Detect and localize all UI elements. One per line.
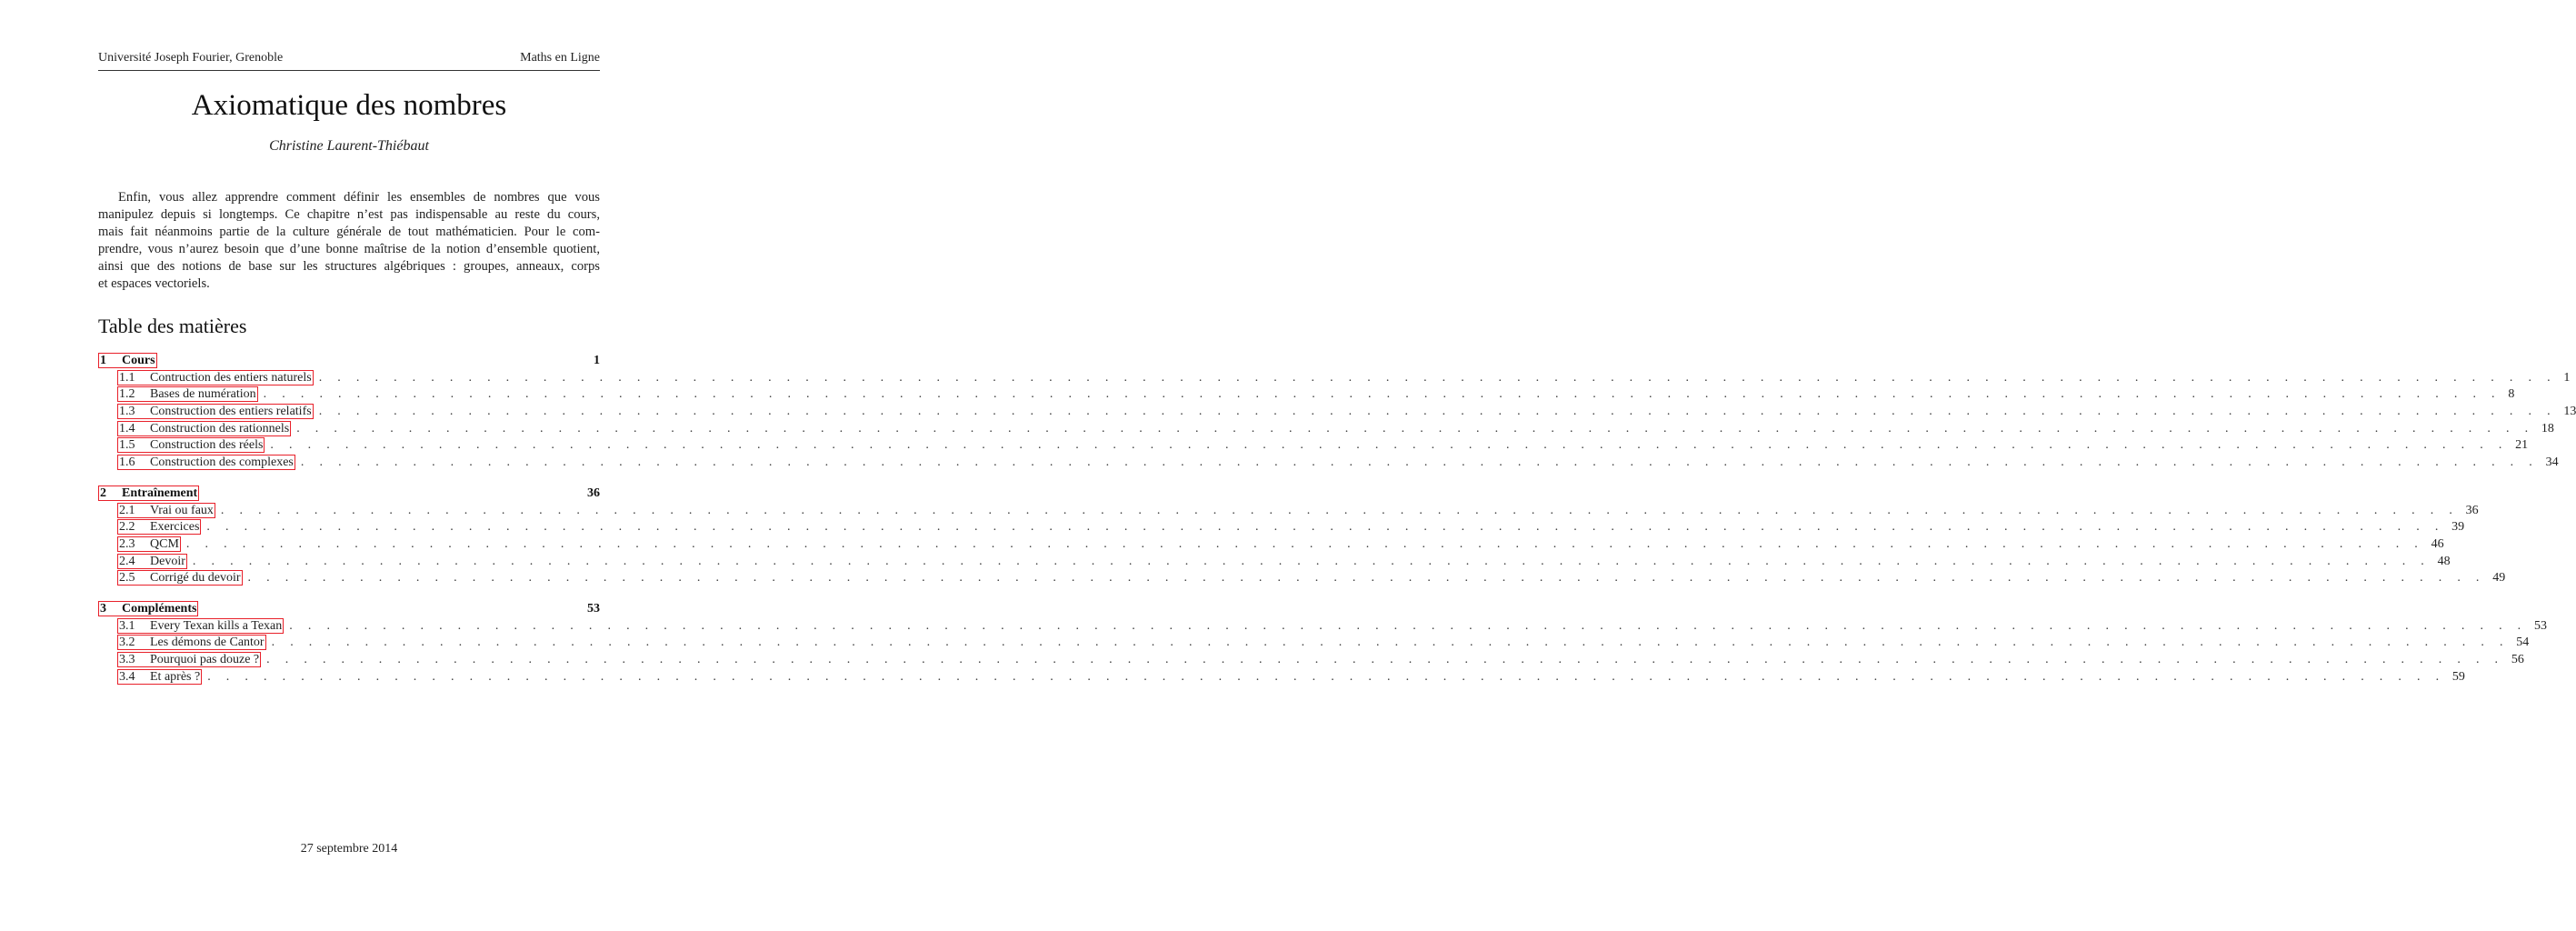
document-title: Axiomatique des nombres — [191, 89, 507, 122]
header-rule — [98, 70, 600, 71]
toc-dot-leader: . . . . . . . . . . . . . . . . . . . . . . . . . . . . . . . . . . . . . . . . . . . . . . . . . . . . . . . . . . . . . . . . . . . . . . . . . . . . . . . . . . . . . . . . . . . . . . . . . . . . . . . . . . . . . . . . . . . . . . . . — [220, 503, 2459, 517]
header-collection: Maths en Ligne — [520, 51, 600, 65]
toc-dot-leader: . . . . . . . . . . . . . . . . . . . . . . . . . . . . . . . . . . . . . . . . . . . . . . . . . . . . . . . . . . . . . . . . . . . . . . . . . . . . . . . . . . . . . . . . . . . . . . . . . . . . . . . . . . . . . . . . . . . . . . . . — [271, 636, 2510, 650]
toc-subsection-page: 18 — [2541, 421, 2554, 435]
toc-subsection-link[interactable] — [117, 519, 201, 535]
toc-subsection-title: Construction des réels — [150, 438, 264, 453]
toc-subsection-number: 1.2 — [119, 387, 135, 402]
toc-section-number: 3 — [100, 601, 106, 616]
toc-subsection-title: Contruction des entiers naturels — [150, 370, 312, 385]
toc-subsection-link[interactable] — [117, 404, 314, 419]
header-university: Université Joseph Fourier, Grenoble — [98, 51, 284, 65]
toc-section-title: Cours — [122, 354, 155, 367]
toc-section-number: 2 — [100, 486, 106, 500]
toc-subsection-page: 59 — [2451, 669, 2465, 684]
toc-subsection-title: Construction des entiers relatifs — [150, 405, 312, 419]
toc-subsection-page: 49 — [2492, 571, 2506, 586]
toc-section — [98, 353, 2576, 472]
toc-subsection-link[interactable] — [117, 618, 284, 634]
toc-subsection-number: 3.3 — [119, 653, 135, 666]
abstract-line: ainsi que des notions de base sur les structures algébriques : groupes, anneaux, corps — [98, 259, 600, 274]
toc-subsection-title: QCM — [150, 536, 179, 551]
toc-section-row — [98, 486, 600, 503]
toc-section-number: 1 — [100, 354, 106, 367]
toc-subsection-link[interactable] — [117, 635, 266, 650]
toc-dot-leader: . . . . . . . . . . . . . . . . . . . . . . . . . . . . . . . . . . . . . . . . . . . . . . . . . . . . . . . . . . . . . . . . . . . . . . . . . . . . . . . . . . . . . . . . . . . . . . . . . . . . . . . . . . . . . . . . . . . . . . . . — [263, 387, 2501, 402]
abstract-line: et espaces vectoriels. — [98, 276, 210, 291]
toc-subsection-link[interactable] — [117, 503, 215, 518]
toc-subsection-page: 36 — [2465, 503, 2479, 517]
toc-subsection-title: Construction des rationnels — [150, 421, 290, 435]
toc-subsection-page: 53 — [2533, 618, 2547, 633]
toc-subsection-row — [98, 536, 2444, 554]
toc-subsection-link[interactable] — [117, 536, 181, 552]
toc-subsection-row — [98, 386, 2515, 404]
toc-subsection-title: Exercices — [150, 520, 200, 535]
toc-subsection-number: 2.5 — [119, 571, 135, 586]
toc-subsection-page: 8 — [2508, 387, 2515, 402]
document-author: Christine Laurent-Thiébaut — [269, 138, 429, 154]
toc-section-page: 1 — [594, 354, 600, 367]
toc-subsection-number: 2.4 — [119, 554, 135, 568]
document-date: 27 septembre 2014 — [300, 842, 398, 856]
toc-dot-leader: . . . . . . . . . . . . . . . . . . . . . . . . . . . . . . . . . . . . . . . . . . . . . . . . . . . . . . . . . . . . . . . . . . . . . . . . . . . . . . . . . . . . . . . . . . . . . . . . . . . . . . . . . . . . . . . . . . . . . . . . — [318, 405, 2557, 419]
toc-section — [98, 601, 2547, 686]
toc-subsection-row — [98, 669, 2465, 686]
toc-subsection-number: 2.3 — [119, 536, 135, 551]
toc-section-page: 53 — [587, 601, 600, 616]
toc-subsection-number: 1.5 — [119, 438, 135, 453]
toc-dot-leader: . . . . . . . . . . . . . . . . . . . . . . . . . . . . . . . . . . . . . . . . . . . . . . . . . . . . . . . . . . . . . . . . . . . . . . . . . . . . . . . . . . . . . . . . . . . . . . . . . . . . . . . . . . . . . . . . . . . . . . . . — [207, 669, 2445, 684]
toc-subsection-link[interactable] — [117, 386, 258, 402]
toc-dot-leader: . . . . . . . . . . . . . . . . . . . . . . . . . . . . . . . . . . . . . . . . . . . . . . . . . . . . . . . . . . . . . . . . . . . . . . . . . . . . . . . . . . . . . . . . . . . . . . . . . . . . . . . . . . . . . . . . . . . . . . . . — [185, 536, 2424, 551]
toc-subsection-link[interactable] — [117, 370, 314, 385]
toc-subsection-page: 48 — [2437, 554, 2451, 568]
toc-dot-leader: . . . . . . . . . . . . . . . . . . . . . . . . . . . . . . . . . . . . . . . . . . . . . . . . . . . . . . . . . . . . . . . . . . . . . . . . . . . . . . . . . . . . . . . . . . . . . . . . . . . . . . . . . . . . . . . . . . . . . . . . — [300, 455, 2539, 470]
toc-subsection-page: 1 — [2563, 370, 2571, 385]
running-header — [98, 51, 600, 65]
toc-subsection-title: Vrai ou faux — [150, 503, 214, 517]
toc-subsection-page: 54 — [2516, 636, 2530, 650]
toc-subsection-row — [98, 370, 2571, 387]
toc-subsection-link[interactable] — [117, 455, 295, 470]
toc-subsection-page: 13 — [2563, 405, 2576, 419]
toc-subsection-number: 3.1 — [119, 618, 135, 633]
toc-subsection-title: Corrigé du devoir — [150, 571, 241, 586]
toc-dot-leader: . . . . . . . . . . . . . . . . . . . . . . . . . . . . . . . . . . . . . . . . . . . . . . . . . . . . . . . . . . . . . . . . . . . . . . . . . . . . . . . . . . . . . . . . . . . . . . . . . . . . . . . . . . . . . . . . . . . . . . . . — [247, 571, 2486, 586]
toc-subsection-number: 2.1 — [119, 503, 135, 517]
toc-subsection-title: Every Texan kills a Texan — [150, 618, 283, 633]
toc-dot-leader: . . . . . . . . . . . . . . . . . . . . . . . . . . . . . . . . . . . . . . . . . . . . . . . . . . . . . . . . . . . . . . . . . . . . . . . . . . . . . . . . . . . . . . . . . . . . . . . . . . . . . . . . . . . . . . . . . . . . . . . . — [289, 618, 2527, 633]
toc-subsection-row — [98, 455, 2559, 472]
toc-subsection-title: Devoir — [150, 554, 185, 568]
toc-section-link[interactable] — [98, 601, 198, 616]
toc-heading: Table des matières — [98, 315, 247, 337]
toc-subsection-number: 2.2 — [119, 520, 135, 535]
toc-subsection-number: 3.2 — [119, 636, 135, 650]
toc-subsection-row — [98, 404, 2576, 421]
toc-subsection-row — [98, 421, 2554, 438]
toc-subsection-row — [98, 554, 2451, 571]
toc-subsection-link[interactable] — [117, 652, 261, 667]
toc-subsection-row — [98, 570, 2506, 587]
toc-dot-leader: . . . . . . . . . . . . . . . . . . . . . . . . . . . . . . . . . . . . . . . . . . . . . . . . . . . . . . . . . . . . . . . . . . . . . . . . . . . . . . . . . . . . . . . . . . . . . . . . . . . . . . . . . . . . . . . . . . . . . . . . — [266, 653, 2504, 666]
toc-subsection-title: Et après ? — [150, 669, 201, 684]
abstract-line: mais fait néanmoins partie de la culture générale de tout mathématicien. Pour le com- — [98, 225, 600, 239]
toc-section-link[interactable] — [98, 486, 199, 501]
toc-subsection-number: 1.1 — [119, 370, 135, 385]
toc-subsection-number: 1.3 — [119, 405, 135, 419]
toc-subsection-page: 34 — [2545, 455, 2559, 470]
toc-dot-leader: . . . . . . . . . . . . . . . . . . . . . . . . . . . . . . . . . . . . . . . . . . . . . . . . . . . . . . . . . . . . . . . . . . . . . . . . . . . . . . . . . . . . . . . . . . . . . . . . . . . . . . . . . . . . . . . . . . . . . . . . — [270, 438, 2509, 453]
abstract-line: manipulez depuis si longtemps. Ce chapitre n’est pas indispensable au reste du cours, — [98, 207, 600, 222]
toc-dot-leader: . . . . . . . . . . . . . . . . . . . . . . . . . . . . . . . . . . . . . . . . . . . . . . . . . . . . . . . . . . . . . . . . . . . . . . . . . . . . . . . . . . . . . . . . . . . . . . . . . . . . . . . . . . . . . . . . . . . . . . . . — [296, 421, 2534, 435]
table-of-contents — [98, 353, 2576, 699]
toc-subsection-page: 56 — [2511, 653, 2524, 666]
toc-subsection-page: 21 — [2515, 438, 2529, 453]
toc-dot-leader: . . . . . . . . . . . . . . . . . . . . . . . . . . . . . . . . . . . . . . . . . . . . . . . . . . . . . . . . . . . . . . . . . . . . . . . . . . . . . . . . . . . . . . . . . . . . . . . . . . . . . . . . . . . . . . . . . . . . . . . . — [206, 520, 2445, 535]
toc-subsection-row — [98, 652, 2524, 669]
abstract-paragraph — [98, 189, 600, 293]
toc-subsection-number: 3.4 — [119, 669, 135, 684]
toc-section-link[interactable] — [98, 353, 157, 368]
toc-subsection-link[interactable] — [117, 669, 202, 685]
abstract-line: Enfin, vous allez apprendre comment définir les ensembles de nombres que vous — [118, 190, 600, 205]
toc-subsection-title: Bases de numération — [150, 387, 256, 402]
toc-section-title: Compléments — [122, 601, 197, 616]
toc-section-title: Entraînement — [122, 486, 198, 500]
toc-subsection-number: 1.4 — [119, 421, 135, 435]
toc-section-row — [98, 601, 600, 618]
toc-subsection-link[interactable] — [117, 570, 243, 586]
toc-subsection-title: Pourquoi pas douze ? — [150, 653, 260, 666]
toc-subsection-page: 46 — [2431, 536, 2444, 551]
abstract-line: prendre, vous n’aurez besoin que d’une bonne maîtrise de la notion d’ensemble quotient, — [98, 242, 600, 256]
toc-subsection-link[interactable] — [117, 437, 265, 453]
toc-dot-leader: . . . . . . . . . . . . . . . . . . . . . . . . . . . . . . . . . . . . . . . . . . . . . . . . . . . . . . . . . . . . . . . . . . . . . . . . . . . . . . . . . . . . . . . . . . . . . . . . . . . . . . . . . . . . . . . . . . . . . . . . — [192, 554, 2431, 568]
toc-section — [98, 486, 2506, 587]
toc-subsection-title: Les démons de Cantor — [150, 636, 265, 650]
toc-subsection-link[interactable] — [117, 554, 187, 569]
toc-section-page: 36 — [587, 486, 600, 500]
toc-section-row — [98, 353, 600, 370]
toc-dot-leader: . . . . . . . . . . . . . . . . . . . . . . . . . . . . . . . . . . . . . . . . . . . . . . . . . . . . . . . . . . . . . . . . . . . . . . . . . . . . . . . . . . . . . . . . . . . . . . . . . . . . . . . . . . . . . . . . . . . . . . . . — [318, 370, 2557, 385]
toc-subsection-page: 39 — [2451, 520, 2465, 535]
toc-subsection-row — [98, 437, 2529, 455]
toc-subsection-row — [98, 519, 2465, 536]
toc-subsection-number: 1.6 — [119, 455, 135, 470]
toc-subsection-row — [98, 618, 2547, 636]
toc-subsection-link[interactable] — [117, 421, 291, 436]
toc-subsection-row — [98, 635, 2530, 652]
toc-subsection-row — [98, 503, 2479, 520]
toc-subsection-title: Construction des complexes — [150, 455, 294, 470]
